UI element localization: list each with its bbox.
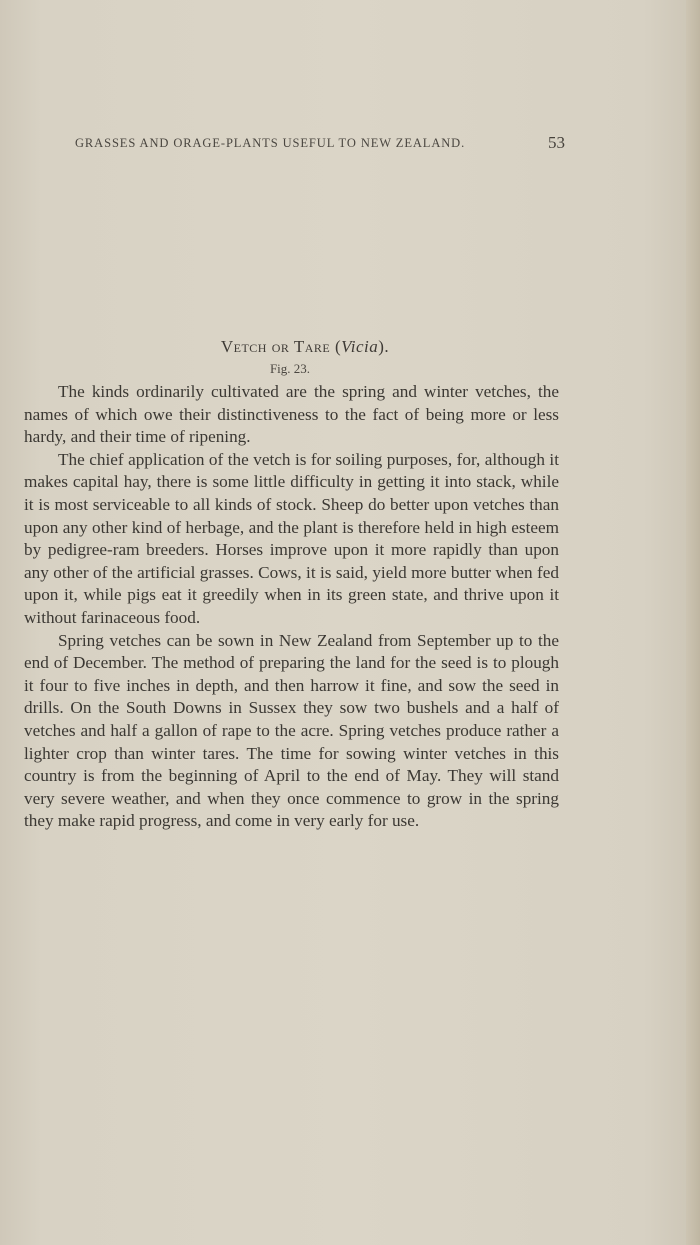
section-title-italic: Vicia — [341, 337, 379, 356]
section-title — [0, 337, 610, 357]
running-head — [75, 133, 565, 158]
page-edge-shadow — [686, 0, 700, 1245]
figure-label: Fig. 23. — [269, 361, 311, 376]
paragraph: The kinds ordinarily cultivated are the spring and winter vetches, the names of which owe their distinctiveness to the fact of being more or less hardy, and their time of ripening. — [24, 382, 559, 447]
section-title-prefix: Vetch or Tare ( — [220, 337, 342, 356]
paragraph: Spring vetches can be sown in New Zealand from September up to the end of December. The method of preparing the land for the seed is to plough it four to five inches in depth, and then harrow it fine, and sow the seed in drills. On the South Downs in Sussex they sow two bushels and a half of vetches and half a gallon of rape to the acre. Spring vetches produce rather a lighter crop than winter tares. The time for sowing winter vetches in this country is from the beginning of April to the end of May. They will stand very severe weather, and when they once commence to grow in the spring they make rapid progress, and come in very early for use. — [24, 630, 559, 831]
running-head-title: GRASSES AND ORAGE-PLANTS USEFUL TO NEW ZEALAND. — [75, 136, 466, 150]
paragraph: The chief application of the vetch is for soiling purposes, for, although it makes capital hay, there is some little difficulty in getting it into stack, while it is most serviceable to all kinds of stock. Sheep do better upon vetches than upon any other kind of herbage, and the plant is therefore held in high esteem by pedigree-ram breeders. Horses improve upon it more rapidly than upon any other of the artificial grasses. Cows, it is said, yield more butter when fed upon it, while pigs eat it greedily when in its green state, and thrive upon it without farinaceous food. — [24, 449, 559, 627]
body-text — [24, 381, 559, 833]
section-title-suffix: ). — [378, 337, 390, 356]
page-number: 53 — [548, 133, 565, 152]
